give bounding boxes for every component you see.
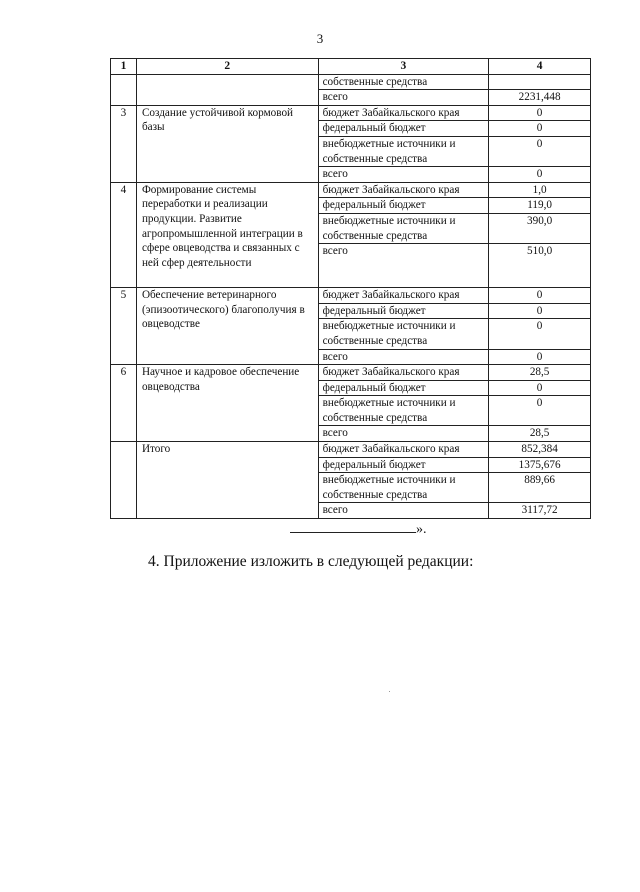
value-cell: 119,0 [489, 198, 591, 214]
table-row [111, 105, 591, 121]
header-col-1: 1 [111, 59, 137, 75]
blank-line [290, 519, 416, 533]
source-cell: собственные средства [318, 74, 489, 90]
value-cell [489, 74, 591, 90]
source-cell: внебюджетные источники и собственные средства [318, 319, 489, 349]
source-cell: бюджет Забайкальского края [318, 182, 489, 198]
table-row [111, 442, 591, 458]
source-cell: всего [318, 349, 489, 365]
row-number: 4 [111, 182, 137, 287]
value-cell: 28,5 [489, 365, 591, 381]
source-cell: федеральный бюджет [318, 198, 489, 214]
value-cell: 390,0 [489, 213, 591, 243]
instruction-text: 4. Приложение изложить в следующей редакции: [148, 553, 474, 570]
closing-mark: ». [416, 522, 427, 537]
measure-name: Формирование системы переработки и реализации продукции. Развитие агропромышленной интеграции в сфере овцеводства и связанных с ней сфер деятельности [136, 182, 318, 287]
value-cell: 28,5 [489, 426, 591, 442]
value-cell: 0 [489, 319, 591, 349]
source-cell: всего [318, 503, 489, 519]
source-cell: внебюджетные источники и собственные средства [318, 473, 489, 503]
source-cell: федеральный бюджет [318, 380, 489, 396]
value-cell: 0 [489, 303, 591, 319]
cont-num-cell [111, 74, 137, 105]
value-cell: 0 [489, 396, 591, 426]
table-row [111, 365, 591, 381]
value-cell: 0 [489, 380, 591, 396]
total-label: Итого [136, 442, 318, 519]
value-cell: 852,384 [489, 442, 591, 458]
source-cell: внебюджетные источники и собственные средства [318, 396, 489, 426]
source-cell: бюджет Забайкальского края [318, 365, 489, 381]
table-row [111, 288, 591, 304]
value-cell: 0 [489, 105, 591, 121]
measure-name: Обеспечение ветеринарного (эпизоотического) благополучия в овцеводстве [136, 288, 318, 365]
header-col-3: 3 [318, 59, 489, 75]
source-cell: федеральный бюджет [318, 457, 489, 473]
source-cell: всего [318, 90, 489, 106]
measure-name: Научное и кадровое обеспечение овцеводства [136, 365, 318, 442]
row-number [111, 442, 137, 519]
value-cell: 1,0 [489, 182, 591, 198]
source-cell: бюджет Забайкальского края [318, 105, 489, 121]
value-cell: 3117,72 [489, 503, 591, 519]
value-cell: 0 [489, 349, 591, 365]
value-cell: 0 [489, 136, 591, 166]
source-cell: бюджет Забайкальского края [318, 442, 489, 458]
source-cell: внебюджетные источники и собственные средства [318, 213, 489, 243]
row-number: 3 [111, 105, 137, 182]
closing-quote [290, 519, 427, 538]
source-cell: бюджет Забайкальского края [318, 288, 489, 304]
source-cell: внебюджетные источники и собственные средства [318, 136, 489, 166]
table-row [111, 182, 591, 198]
source-cell: всего [318, 426, 489, 442]
row-number: 6 [111, 365, 137, 442]
table-header-row [111, 59, 591, 75]
page-number: 3 [316, 31, 324, 46]
measure-name: Создание устойчивой кормовой базы [136, 105, 318, 182]
table-row [111, 74, 591, 90]
source-cell: всего [318, 167, 489, 183]
header-col-4: 4 [489, 59, 591, 75]
cont-name-cell [136, 74, 318, 105]
value-cell: 0 [489, 167, 591, 183]
value-cell: 1375,676 [489, 457, 591, 473]
value-cell: 889,66 [489, 473, 591, 503]
source-cell: федеральный бюджет [318, 121, 489, 137]
value-cell: 0 [489, 121, 591, 137]
value-cell: 0 [489, 288, 591, 304]
header-col-2: 2 [136, 59, 318, 75]
scan-speck [389, 691, 390, 692]
value-cell: 510,0 [489, 244, 591, 288]
row-number: 5 [111, 288, 137, 365]
value-cell: 2231,448 [489, 90, 591, 106]
source-cell: всего [318, 244, 489, 288]
funding-table [110, 58, 591, 519]
source-cell: федеральный бюджет [318, 303, 489, 319]
